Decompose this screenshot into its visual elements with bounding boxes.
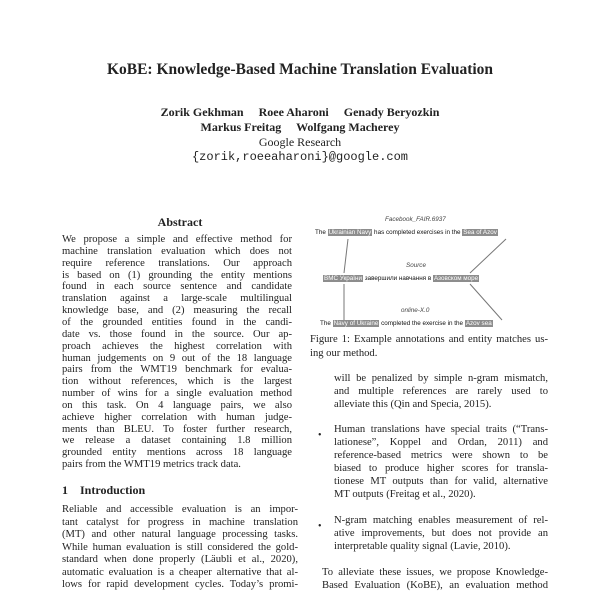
text-line: ative improvements, but does not provide an [334,528,548,539]
system-label-top: Facebook_FAIR.6937 [385,216,446,223]
text-line: interpretable quality signal (Lavie, 2010). [334,541,511,552]
text-line: Reliable and accessible evaluation is an impor- [62,504,298,515]
bullet-icon: • [318,430,322,441]
abstract-heading: Abstract [157,215,203,229]
text-line: and multiple references are rarely used to [334,386,548,397]
entity-highlight: Ukrainian Navy [328,229,372,236]
figure-caption: ing our method. [310,348,378,359]
entity-highlight: Navy of Ukraine [333,320,379,327]
entity-highlight: ВМС України [324,275,362,282]
paper-title: KoBE: Knowledge-Based Machine Translation Evaluation [106,61,494,78]
figure-sentence-bottom: The Navy of Ukraine completed the exercise in the Azov sea [320,320,492,327]
text-line: pairs from the WMT19 metrics track data. [62,459,241,471]
text-line: of the grounded entities found in the candi- [62,316,292,328]
text-line: N-gram matching enables measurement of rel- [334,515,548,526]
text-line: is based on (1) grounding the entity mentions [62,269,292,281]
text-line: tion without references, which is the largest [62,376,292,388]
text-line: we release a dataset containing 1.8 million [62,435,292,447]
text-line: grounded entity mentions across 18 language [62,447,292,459]
text-line: Human translations have special traits (“Trans- [334,424,548,435]
text-line: require reference translations. Our approach [62,257,292,269]
text-line: tant catalyst for progress in machine translation [62,516,298,528]
system-label-bottom: online-X.0 [401,307,430,314]
entity-highlight: Азовском море [433,275,479,282]
text-line: will be penalized by simple n-gram mismatch, [334,373,548,384]
text-line: on this task. On 4 language pairs, we also [62,399,292,411]
text-line: While human evaluation is still considered the gold- [62,541,298,553]
text-line: reference-based metrics were shown to be [334,450,548,461]
text-line: Based Evaluation (KoBE), an evaluation method [322,580,548,591]
text-line: tionese MT outputs than for valid, alternative [334,476,548,487]
text-line: human judgements on 9 out of the 18 language [62,352,292,364]
figure-sentence-source: ВМС України завершили навчання в Азовском море [324,275,479,282]
author: Genady Beryozkin [343,105,440,119]
bullet-icon: • [318,521,322,532]
section-heading-introduction: 1 Introduction [62,483,146,497]
text-line: MT outputs (Freitag et al., 2020). [334,489,476,500]
text-line: translation against a large-scale multilingual [62,293,292,305]
entity-highlight: Sea of Azov [463,229,497,236]
text-line: ments than BLEU. To foster further research, [62,423,292,435]
text-line: knowledge base, and (2) measuring the recall [62,305,292,317]
text-line: achieve higher correlation with human judge- [62,411,292,423]
author: Markus Freitag [200,120,282,134]
text-line: We propose a simple and effective method for [62,234,292,245]
text-line: number of wins for a single evaluation method [62,388,292,400]
text-line: standard when done properly (Läubli et al., 2020), [62,554,298,565]
author: Zorik Gekhman [160,105,244,119]
text-line: automatic evaluation is a cheaper alternative that al- [62,566,298,578]
email: {zorik,roeeaharoni}@google.com [191,150,409,164]
affiliation: Google Research [258,135,342,149]
text-line: lationese”, Koppel and Ordan, 2011) and [334,437,548,448]
source-label: Source [406,262,426,269]
text-line: date vs. those found in the source. Our ap- [62,328,292,340]
text-line: proach achieves the highest correlation with [62,340,292,352]
text-line: lows for rapid development cycles. Today’s promi- [62,579,298,590]
text-line: machine translation evaluation which does not [62,245,292,257]
figure-sentence-top: The Ukrainian Navy has completed exercises in the Sea of Azov [315,229,497,236]
text-line: biased to produce higher scores for transla- [334,463,548,474]
figure-caption: Figure 1: Example annotations and entity matches us- [310,334,548,345]
text-line: alleviate this (Qin and Specia, 2015). [334,399,492,410]
author: Wolfgang Macherey [296,120,400,134]
text-line: To alleviate these issues, we propose Knowledge- [322,567,548,578]
text-line: (MT) and other natural language processing tasks. [62,529,298,540]
text-line: pairs from the WMT19 benchmark for evalua- [62,364,292,376]
text-line: found in each source sentence and candidate [62,281,292,293]
author: Roee Aharoni [258,105,329,119]
entity-highlight: Azov sea [465,320,492,327]
